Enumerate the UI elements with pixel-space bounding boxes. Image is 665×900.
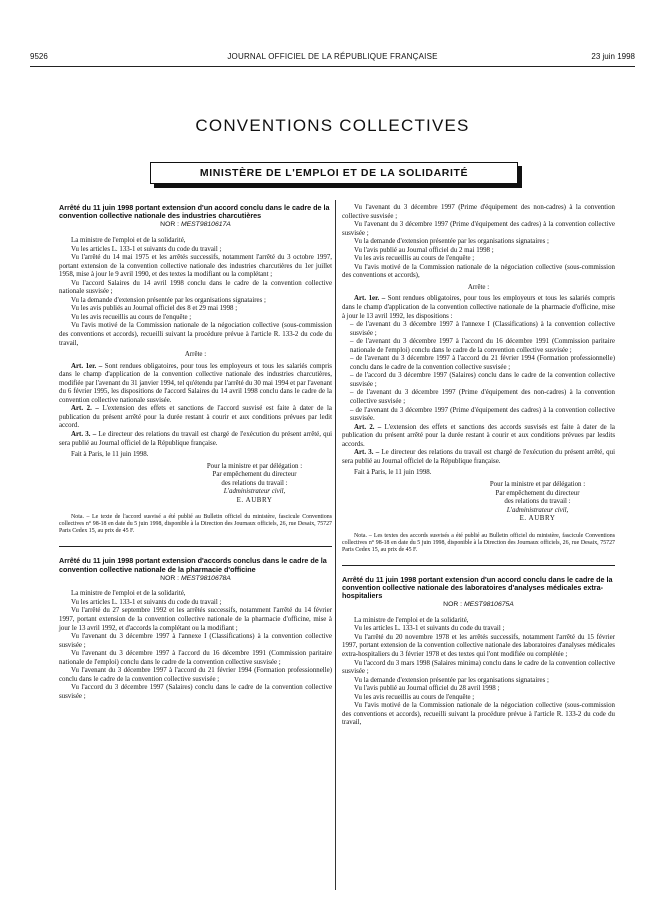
paragraph: Vu la demande d'extension présentée par les organisations signataires ; <box>354 238 549 246</box>
paragraph: Vu l'arrêté du 14 mai 1975 et les arrêtés successifs, notamment l'arrêté du 3 octobre 1997, portant extension de la convention collective nationale des industries charcutières du 1er juillet 1958, mise à jour le 9 avril 1990, et des textes la modifiant ou la complétant ; <box>59 254 332 279</box>
article-title: Arrêté du 11 juin 1998 portant extension d'un accord conclu dans le cadre de la convention collective nationale des laboratoires d'analyses médicales extra-hospitaliers <box>342 574 613 601</box>
paragraph: Vu la demande d'extension présentée par les organisations signataires ; <box>71 296 266 304</box>
paragraph: Vu l'arrêté du 20 novembre 1978 et les arrêtés successifs, notamment l'arrêté du 15 février 1997, portant extension de la convention collective nationale des laboratoires d'analyses médicales extra-hospitaliers du 3 février 1978 et des textes qui l'ont modifiée ou complétée ; <box>342 633 615 659</box>
ministry-heading: MINISTÈRE DE L'EMPLOI ET DE LA SOLIDARITÉ <box>150 162 518 184</box>
paragraph: Vu l'avenant du 3 décembre 1997 à l'accord du 16 décembre 1991 (Commission paritaire nationale de l'emploi) conclu dans le cadre de la convention collective susvisée ; <box>59 650 332 666</box>
arrete-heading: Arrête : <box>467 283 490 291</box>
list-item: – de l'accord du 3 décembre 1997 (Salaires) conclu dans le cadre de la convention collective susvisée ; <box>350 372 615 388</box>
article-separator <box>342 565 615 566</box>
paragraph: Vu les articles L. 133-1 et suivants du code du travail ; <box>71 245 222 253</box>
paragraph: Vu les avis recueillis au cours de l'enquête ; <box>354 255 475 263</box>
journal-name: JOURNAL OFFICIEL DE LA RÉPUBLIQUE FRANÇAISE <box>227 52 438 61</box>
article-2: Art. 2. – L'extension des effets et sanctions de l'accord susvisé est faite à dater de la publication du présent arrêté pour la durée restant à courir et aux conditions prévues par ledit accord. <box>59 405 332 430</box>
paragraph: Vu l'avenant du 3 décembre 1997 à l'annexe I (Classifications) à la convention collective susvisée ; <box>59 633 332 649</box>
paragraph: La ministre de l'emploi et de la solidarité, <box>71 236 186 244</box>
paragraph: Vu l'accord du 3 décembre 1997 (Salaires) conclu dans le cadre de la convention collective susvisée ; <box>59 684 332 700</box>
list-item: – de l'avenant du 3 décembre 1997 (Prime d'équipement des cadres) à la convention collective susvisée. <box>350 406 615 423</box>
done-at: Fait à Paris, le 11 juin 1998. <box>71 451 149 459</box>
signature-line: Pour la ministre et par délégation : <box>206 462 303 470</box>
signature-line: des relations du travail : <box>504 498 571 506</box>
signature-line: L'administrateur civil, <box>506 506 569 514</box>
done-at: Fait à Paris, le 11 juin 1998. <box>354 469 432 477</box>
paragraph: Vu l'avenant du 3 décembre 1997 à l'accord du 21 février 1994 (Formation professionnelle) conclu dans le cadre de la convention collective susvisée ; <box>59 667 332 683</box>
paragraph: Vu les avis recueillis au cours de l'enquête ; <box>71 313 192 321</box>
article-title: Arrêté du 11 juin 1998 portant extension d'un accord conclu dans le cadre de la convention collective nationale des industries charcutières <box>59 203 330 221</box>
nota: Nota. – Les textes des accords susvisés a été publié au Bulletin officiel du ministère, fascicule Conventions collectives n° 98-18 en date du 5 juin 1998, disponible à la Direction des Journaux officiels, 26, rue Desaix, 75727 Paris Cedex 15, au prix de 45 F. <box>342 532 615 553</box>
list-item: – de l'avenant du 3 décembre 1997 à l'accord du 21 février 1994 (Formation professionnelle) conclu dans le cadre de la convention collective susvisée ; <box>350 355 615 371</box>
list-item: – de l'avenant du 3 décembre 1997 (Prime d'équipement des non-cadres) à la convention collective susvisée ; <box>350 389 615 406</box>
nota: Nota. – Le texte de l'accord susvisé a été publié au Bulletin officiel du ministère, fascicule Conventions collectives n° 98-18 en date du 5 juin 1998, disponible à la Direction des Journaux officiels, 26, rue Desaix, 75727 Paris Cedex 15, au prix de 45 F. <box>59 514 332 535</box>
paragraph: Vu l'arrêté du 27 septembre 1992 et les arrêtés successifs, notamment l'arrêté du 14 février 1997, portant extension de la convention collective nationale de la pharmacie d'officine, mise à jour le 13 avril 1992, et d'accords la complétant ou la modifiant ; <box>59 607 332 632</box>
signatory: E. AUBRY <box>519 515 556 523</box>
paragraph: Vu les avis recueillis au cours de l'enquête ; <box>354 693 475 701</box>
article-1: Art. 1er. – Sont rendues obligatoires, pour tous les employeurs et tous les salariés compris dans le champ d'application de la convention collective nationale de la pharmacie d'officine, mise à jour le 13 avril 1992, les dispositions : <box>342 295 615 320</box>
list-item: – de l'avenant du 3 décembre 1997 à l'annexe I (Classifications) à la convention collective susvisée ; <box>350 321 615 337</box>
paragraph: Vu l'avenant du 3 décembre 1997 (Prime d'équipement des non-cadres) à la convention collective susvisée ; <box>342 204 615 220</box>
page-number: 9526 <box>30 52 48 61</box>
article-2: Art. 2. – L'extension des effets et sanctions des accords susvisés est faite à dater de la publication du présent arrêté pour la durée restant à courir et aux conditions prévues par lesdits accords. <box>342 423 615 448</box>
nor-reference: NOR : MEST9810675A <box>443 601 514 609</box>
paragraph: Vu l'avis publié au Journal officiel du 28 avril 1998 ; <box>354 685 500 693</box>
paragraph: Vu l'avis motivé de la Commission nationale de la négociation collective (sous-commission des conventions et accords), recueilli suivant la procédure prévue à l'article R. 133-2 du code du travail, <box>59 322 332 347</box>
article-3: Art. 3. – Le directeur des relations du travail est chargé de l'exécution du présent arrêté, qui sera publié au Journal officiel de la République française. <box>342 449 615 465</box>
nor-reference: NOR : MEST9810678A <box>160 574 231 582</box>
section-title: CONVENTIONS COLLECTIVES <box>195 116 470 135</box>
paragraph: Vu les articles L. 133-1 et suivants du code du travail ; <box>354 625 505 633</box>
left-column <box>59 204 332 701</box>
paragraph: Vu les avis publiés au Journal officiel des 8 et 29 mai 1998 ; <box>71 305 238 313</box>
paragraph: Vu l'avis publié au Journal officiel du 2 mai 1998 ; <box>354 246 494 254</box>
paragraph: Vu l'avis motivé de la Commission nationale de la négociation collective (sous-commission des conventions et accords), <box>342 263 615 280</box>
issue-date: 23 juin 1998 <box>591 52 635 61</box>
right-column <box>342 204 615 728</box>
signature-line: des relations du travail : <box>221 479 288 487</box>
nor-reference: NOR : MEST9810617A <box>160 221 231 229</box>
signature-line: Par empêchement du directeur <box>495 489 580 497</box>
paragraph: La ministre de l'emploi et de la solidarité, <box>71 590 186 598</box>
paragraph: Vu l'avenant du 3 décembre 1997 (Prime d'équipement des cadres) à la convention collective susvisée ; <box>342 221 615 237</box>
paragraph: Vu l'avis motivé de la Commission nationale de la négociation collective (sous-commission des conventions et accords), recueilli suivant la procédure prévue à l'article R. 133-2 du code du travail, <box>342 702 615 727</box>
signature-line: L'administrateur civil, <box>223 488 286 496</box>
paragraph: Vu les articles L. 133-1 et suivants du code du travail ; <box>71 598 222 606</box>
paragraph: Vu l'accord Salaires du 14 avril 1998 conclu dans le cadre de la convention collective nationale susvisée ; <box>59 279 332 296</box>
paragraph: Vu l'accord du 3 mars 1998 (Salaires minima) conclu dans le cadre de la convention collective susvisée ; <box>342 659 615 676</box>
paragraph: Vu la demande d'extension présentée par les organisations signataires ; <box>354 676 549 684</box>
list-item: – de l'avenant du 3 décembre 1997 à l'accord du 16 décembre 1991 (Commission paritaire nationale de l'emploi) conclu dans le cadre de la convention collective susvisée ; <box>350 338 615 354</box>
header-rule <box>30 66 635 67</box>
arrete-heading: Arrête : <box>184 351 207 359</box>
page-header <box>30 52 635 66</box>
signature-line: Pour la ministre et par délégation : <box>489 480 586 488</box>
paragraph: La ministre de l'emploi et de la solidarité, <box>354 616 469 624</box>
article-1: Art. 1er. – Sont rendues obligatoires, pour tous les employeurs et tous les salariés compris dans le champ d'application de la convention collective nationale des industries charcutières, modifiée par l'avenant du 31 janvier 1994, tel qu'étendu par l'arrêté du 30 mai 1994 et par l'avenant du 6 février 1995, les dispositions de l'accord Salaires du 14 avril 1998 conclu dans le cadre de la convention collective nationale susvisée. <box>59 362 332 404</box>
article-3: Art. 3. – Le directeur des relations du travail est chargé de l'exécution du présent arrêté, qui sera publié au Journal officiel de la République française. <box>59 430 332 447</box>
article-title: Arrêté du 11 juin 1998 portant extension d'accords conclus dans le cadre de la convention collective nationale de la pharmacie d'officine <box>59 556 327 574</box>
signature-line: Par empêchement du directeur <box>212 471 297 479</box>
signatory: E. AUBRY <box>236 496 273 504</box>
column-divider <box>335 200 336 890</box>
article-separator <box>59 546 332 547</box>
